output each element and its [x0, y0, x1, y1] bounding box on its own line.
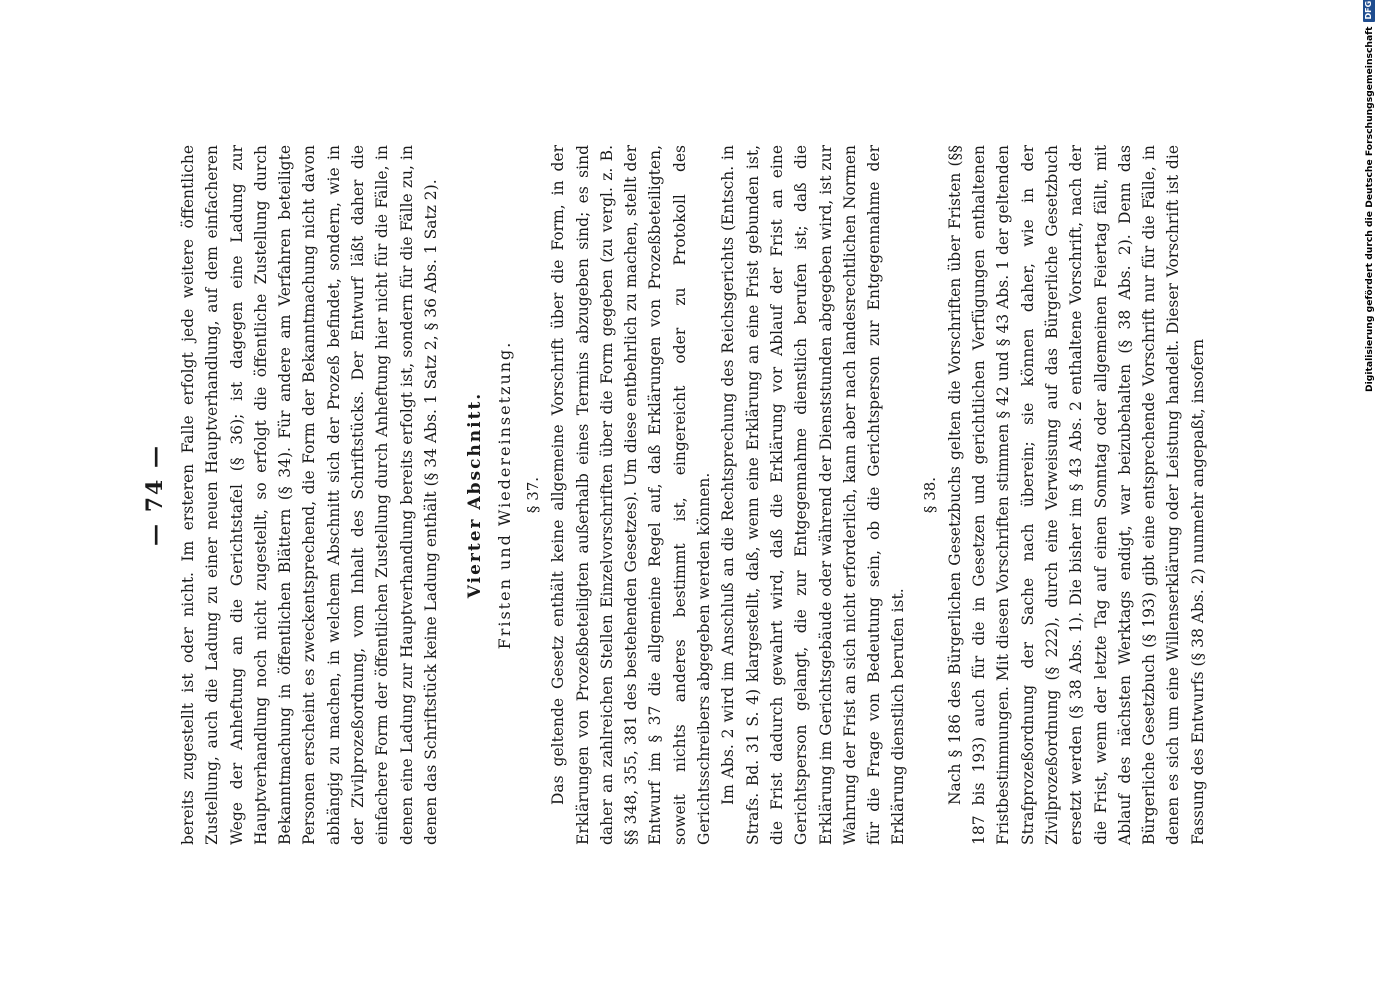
- chapter-title: Vierter Abschnitt.: [465, 391, 486, 599]
- dfg-logo: DFG: [1363, 0, 1375, 22]
- section-38-paragraph: Nach § 186 des Bürgerlichen Gesetzbuchs gelten die Vorschriften über Fristen (§§ 187 bis 193) auch für die in Gesetzen und gerichtlichen Verfügungen enthaltenen Fristbestimmungen. Mit diesen Vorschriften stimmen § 42 und § 43 Abs. 1 der geltenden Strafprozeßordnung der Sache nach überein; sie können daher, wie in der Zivilprozeßordnung (§ 222), durch eine Verweisung auf das Bürgerliche Gesetzbuch ersetzt werden (§ 38 Abs. 1). Die bisher im § 43 Abs. 2 enthaltene Vorschrift, nach der die Frist, wenn der letzte Tag auf einen Sonntag oder allgemeinen Feiertag fällt, mit Ablauf des nächsten Werktags endigt, war beizubehalten (§ 38 Abs. 2). Denn das Bürgerliche Gesetzbuch (§ 193) gibt eine entsprechende Vorschrift nur für die Fälle, in denen es sich um eine Willenserklärung oder Leistung handelt. Dieser Vorschrift ist die Fassung des Entwurfs (§ 38 Abs. 2) nunmehr angepaßt, insofern: [945, 145, 1207, 845]
- funding-sidebar: [1356, 0, 1383, 1000]
- funding-text: Digitalisierung gefördert durch die Deutsche Forschungsgemeinschaft: [1363, 26, 1375, 392]
- section-37-paragraph: Im Abs. 2 wird im Anschluß an die Rechtsprechung des Reichsgerichts (Entsch. in Strafs. Bd. 31 S. 4) klargestellt, daß, wenn eine Erklärung an eine Frist gebunden ist, die Frist dadurch gewahrt wird, daß die Erklärung vor Ablauf der Frist an eine Gerichtsperson gelangt, die zur Entgegennahme dienstlich berufen ist; daß die Erklärung im Gerichtsgebäude oder während der Dienststunden abgegeben wird, ist zur Wahrung der Frist an sich nicht erforderlich, kann aber nach landesrechtlichen Normen für die Frage von Bedeutung sein, ob die Gerichtsperson zur Entgegennahme der Erklärung dienstlich berufen ist.: [719, 145, 908, 845]
- rotated-page-content: [142, 145, 1242, 845]
- section-heading-37: § 37.: [524, 476, 543, 514]
- chapter-subtitle: Fristen und Wiedereinsetzung.: [495, 340, 515, 650]
- paragraph-top: bereits zugestellt ist oder nicht. Im ersteren Falle erfolgt jede weitere öffentliche Zustellung, auch die Ladung zu einer neuen Hauptverhandlung, auf dem einfacheren Wege der Anheftung an die Gerichtstafel (§ 36); ist dagegen eine Ladung zur Hauptverhandlung noch nicht zugestellt, so erfolgt die öffentliche Zustellung durch Bekanntmachung in öffentlichen Blättern (§ 34). Für andere am Verfahren beteiligte Personen erscheint es zweckentsprechend, die Form der Bekanntmachung nicht davon abhängig zu machen, in welchem Abschnitt sich der Prozeß befindet, sondern, wie in der Zivilprozeßordnung, vom Inhalt des Schriftstücks. Der Entwurf läßt daher die einfachere Form der öffentlichen Zustellung durch Anheftung hier nicht für die Fälle, in denen eine Ladung zur Hauptverhandlung bereits erfolgt ist, sondern für die Fälle zu, in denen das Schriftstück keine Ladung enthält (§ 34 Abs. 1 Satz 2, § 36 Abs. 1 Satz 2).: [179, 145, 440, 845]
- section-heading-38: § 38.: [920, 476, 939, 514]
- funding-note: [1360, 0, 1378, 392]
- section-37-paragraph: Das geltende Gesetz enthält keine allgemeine Vorschrift über die Form, in der Erklärungen von Prozeßbeteiligten außerhalb eines Termins abzugeben sind; es sind daher an zahlreichen Stellen Einzelvorschriften über die Form gegeben (zu vergl. z. B. §§ 348, 355, 381 des bestehenden Gesetzes). Um diese entbehrlich zu machen, stellt der Entwurf im § 37 die allgemeine Regel auf, daß Erklärungen von Prozeßbeteiligten, soweit nichts anderes bestimmt ist, eingereicht oder zu Protokoll des Gerichtsschreibers abgegeben werden können.: [549, 145, 714, 845]
- page-number: — 74 —: [142, 444, 168, 546]
